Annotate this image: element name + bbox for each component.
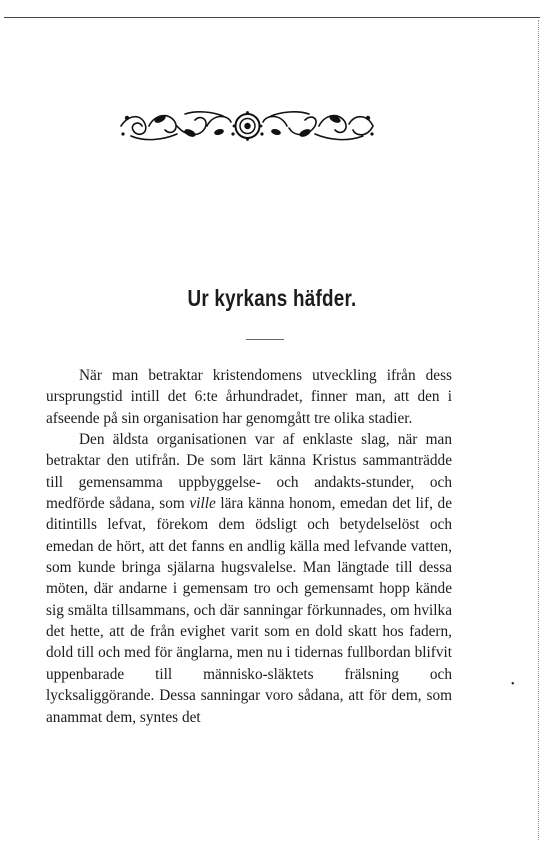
paragraph xyxy=(46,429,452,728)
emphasis-text: ville xyxy=(189,495,216,513)
paragraph-text: Den äldsta organisationen var af enklaste slag, när man betraktar den utifrån. De som lärt känna Kristus sammanträdde till gemensamma uppbyggelse- och andakts-stunder, och medförde sådana, som xyxy=(46,431,452,513)
paragraph-text: När man betraktar kristendomens utveckling ifrån dess ursprungstid intill det 6:te århundradet, finner man, att den i afseende på sin organisation har genomgått tre olika stadier. xyxy=(46,367,452,427)
ink-mark: • xyxy=(511,679,515,690)
title-divider xyxy=(246,339,284,340)
chapter-title: Ur kyrkans häfder. xyxy=(187,285,357,311)
page-edge xyxy=(538,20,539,840)
floral-ornament-icon xyxy=(115,108,380,144)
page-top-rule xyxy=(4,17,540,18)
paragraph-text: lära känna honom, emedan det lif, de ditintills lefvat, förekom dem ödsligt och betydelselöst och emedan de hört, att det fanns en andlig källa med lefvande vatten, som kunde bringa själarna hugsvalelse. Man längtade till dessa möten, där andarne i gemensam tro och gemensamt hopp kände sig smälta tillsammans, och där sanningar förkunnades, om hvilka det hette, att de från evighet varit som en dold skatt hos fadern, dold till och med för änglarna, men nu i tidernas fullbordan blifvit uppenbarade till människo-släktets frälsning och lycksaliggörande. Dessa sanningar voro sådana, att för dem, som anammat dem, syntes det xyxy=(46,495,452,726)
body-text xyxy=(46,365,452,728)
paragraph xyxy=(46,365,452,429)
